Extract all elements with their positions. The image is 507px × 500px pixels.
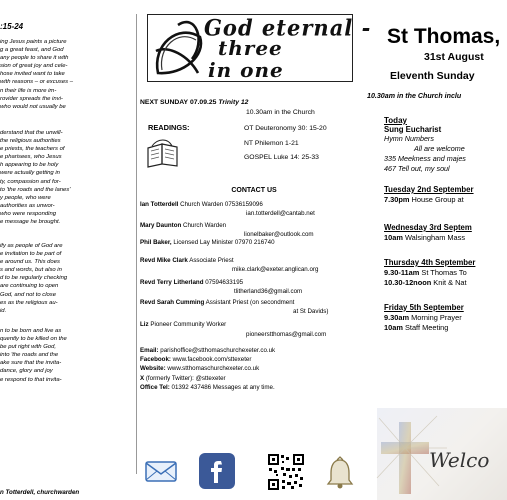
- contact-sarah-role-cont: at St Davids): [293, 308, 329, 315]
- parish-email: Email: parishoffice@stthomaschurchexeter.co.uk: [140, 347, 276, 354]
- reading-gospel: GOSPEL Luke 14: 25-33: [244, 154, 319, 161]
- service-note: 10.30am in the Church inclu: [367, 92, 462, 100]
- contact-mary: Mary Daunton Church Warden: [140, 222, 227, 229]
- next-sunday-line: [140, 99, 248, 106]
- reflection-signature: n Totterdell, churchwarden: [0, 489, 80, 496]
- contact-phil: Phil Baker, Licensed Lay Minister 07970 216740: [140, 239, 275, 246]
- reflection-paragraph-4: n to be born and live as quently to be killed on the be put right with God, into 'the roads and the ake sure that the invita- dance, glory and joy e respond to that invita-: [0, 328, 67, 383]
- reading-ot: OT Deuteronomy 30: 15-20: [244, 125, 327, 132]
- logo-line-3: in one: [208, 58, 284, 82]
- facebook-icon[interactable]: [199, 453, 235, 489]
- contact-liz-email[interactable]: pioneerstthomas@gmail.com: [246, 331, 327, 338]
- contact-icons-row: [136, 451, 373, 491]
- wednesday-event: 10am Walsingham Mass: [384, 233, 466, 242]
- logo-line-2: three: [218, 36, 283, 60]
- friday-heading: Friday 5th September: [384, 303, 464, 312]
- welcome-text: Welco: [429, 448, 490, 472]
- tuesday-heading: Tuesday 2nd September: [384, 185, 474, 194]
- contact-ian-email[interactable]: ian.totterdell@cantab.net: [246, 210, 315, 217]
- qr-code-icon[interactable]: [267, 453, 305, 491]
- contact-mike-email[interactable]: mike.clark@exeter.anglican.org: [232, 266, 319, 273]
- church-name: St Thomas,: [387, 25, 501, 48]
- trinity-logo: [147, 14, 372, 82]
- x-link: X (formerly Twitter): @sttexeter: [140, 375, 226, 382]
- reflection-column: [0, 0, 131, 500]
- contact-mike: Revd Mike Clark Associate Priest: [140, 257, 234, 264]
- website-link: Website: www.stthomaschurchexeter.co.uk: [140, 365, 260, 372]
- next-sunday-label: NEXT SUNDAY: [140, 99, 189, 106]
- friday-event-1: 9.30am Morning Prayer: [384, 313, 462, 322]
- contact-terry: Revd Terry Litherland 07594633195: [140, 279, 244, 286]
- wednesday-heading: Wednesday 3rd Septem: [384, 223, 472, 232]
- email-icon[interactable]: [145, 459, 179, 483]
- contact-liz: Liz Pioneer Community Worker: [140, 321, 227, 328]
- today-service: Sung Eucharist: [384, 125, 442, 134]
- reflection-paragraph-1: ing Jesus paints a picture g a great feast, and God any people to share it with sion of great joy and cele- hose invited want to take with reasons – or excuses – n their life is more im- rovider spreads the invi- who would not usually be: [0, 39, 74, 110]
- info-column: [136, 0, 373, 500]
- next-sunday-trinity: Trinity 12: [218, 99, 249, 106]
- services-column: [367, 0, 501, 500]
- reading-nt: NT Philemon 1-21: [244, 140, 299, 147]
- sheet-date: 31st August: [424, 51, 484, 63]
- hymns-label: Hymn Numbers: [384, 134, 434, 143]
- logo-line-1: God eternal -: [204, 14, 372, 41]
- thursday-heading: Thursday 4th September: [384, 258, 476, 267]
- contact-terry-email[interactable]: tlitherland36@gmail.com: [234, 288, 303, 295]
- facebook-link: Facebook: www.facebook.com/sttexeter: [140, 356, 252, 363]
- next-sunday-date: 07.09.25: [189, 99, 217, 106]
- hymn-welcome: All are welcome: [414, 144, 465, 153]
- thursday-event-1: 9.30-11am St Thomas To: [384, 268, 467, 277]
- reflection-paragraph-3: ify as people of God are e invitation to be part of e around us. This does s and words, but also in d to be regularly checking are continuing to open God, and not to close es as the religious au- id.: [0, 243, 68, 314]
- reflection-paragraph-2: derstand that the unwill- the religious authorities e priests, the teachers of e pharisees, who Jesus h appearing to be holy were actually getting in ty, compassion and for- to 'the roads and the lanes' y people, who were authorities as unwor- who were responding e message he brought.: [0, 130, 71, 226]
- contact-ian: Ian Totterdell Church Warden 07536159096: [140, 201, 263, 208]
- bible-icon: [146, 138, 180, 168]
- next-sunday-time: 10.30am in the Church: [246, 109, 315, 116]
- readings-label: READINGS:: [148, 123, 190, 132]
- thursday-event-2: 10.30-12noon Knit & Nat: [384, 278, 467, 287]
- office-tel: Office Tel: 01392 437486 Messages at any time.: [140, 384, 275, 391]
- contacts-title: CONTACT US: [231, 187, 277, 194]
- contact-sarah: Revd Sarah Cumming Assistant Priest (on secondment: [140, 299, 295, 306]
- tuesday-event: 7.30pm House Group at: [384, 195, 464, 204]
- reflection-heading: :15-24: [0, 22, 24, 31]
- today-heading: Today: [384, 116, 407, 125]
- bell-icon: [322, 455, 358, 491]
- hymn-2: 467 Tell out, my soul: [384, 164, 450, 173]
- hymn-1: 335 Meekness and majes: [384, 154, 466, 163]
- sunday-title: Eleventh Sunday: [390, 70, 475, 82]
- contact-mary-email[interactable]: lionelbaker@outlook.com: [244, 231, 314, 238]
- friday-event-2: 10am Staff Meeting: [384, 323, 449, 332]
